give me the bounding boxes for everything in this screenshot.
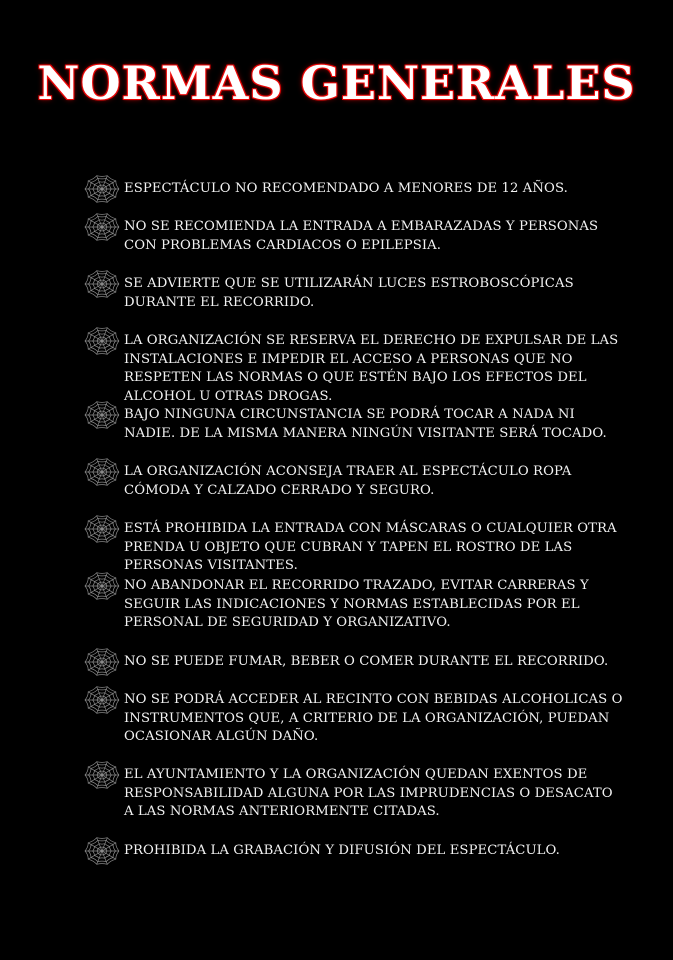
rule-text: NO ABANDONAR EL RECORRIDO TRAZADO, EVITAR CARRERAS Y SEGUIR LAS INDICACIONES Y NORMAS ESTABLECIDAS POR EL PERSONAL DE SEGURIDAD Y ORGANIZATIVO. (124, 578, 589, 630)
rule-text: NO SE PODRÁ ACCEDER AL RECINTO CON BEBIDAS ALCOHOLICAS O INSTRUMENTOS QUE, A CRITERIO DE LA ORGANIZACIÓN, PUEDAN OCASIONAR ALGÚN DAÑO. (124, 692, 623, 744)
spider-web-icon (84, 685, 120, 715)
rule-text: BAJO NINGUNA CIRCUNSTANCIA SE PODRÁ TOCAR A NADA NI NADIE. DE LA MISMA MANERA NINGÚN VISITANTE SERÁ TOCADO. (124, 407, 607, 441)
spider-web-icon (84, 400, 120, 430)
spider-web-icon (84, 212, 120, 242)
rule-text: EL AYUNTAMIENTO Y LA ORGANIZACIÓN QUEDAN EXENTOS DE RESPONSABILIDAD ALGUNA POR LAS IMPRUDENCIAS O DESACATO A LAS NORMAS ANTERIORMENTE CITADAS. (124, 767, 613, 819)
spider-web-icon (84, 760, 120, 790)
rule-text: NO SE RECOMIENDA LA ENTRADA A EMBARAZADAS Y PERSONAS CON PROBLEMAS CARDIACOS O EPILEPSIA. (124, 219, 599, 253)
rule-text: LA ORGANIZACIÓN ACONSEJA TRAER AL ESPECTÁCULO ROPA CÓMODA Y CALZADO CERRADO Y SEGURO. (124, 464, 572, 498)
spider-web-icon (84, 836, 120, 866)
spider-web-icon (84, 174, 120, 204)
rule-text: ESPECTÁCULO NO RECOMENDADO A MENORES DE 12 AÑOS. (124, 181, 568, 196)
rule-text: ESTÁ PROHIBIDA LA ENTRADA CON MÁSCARAS O CUALQUIER OTRA PRENDA U OBJETO QUE CUBRAN Y TAPEN EL ROSTRO DE LAS PERSONAS VISITANTES. (124, 521, 617, 573)
spider-web-icon (84, 647, 120, 677)
rule-text: PROHIBIDA LA GRABACIÓN Y DIFUSIÓN DEL ESPECTÁCULO. (124, 843, 560, 858)
rules-list (82, 0, 627, 960)
page-title: NORMAS GENERALES (37, 56, 636, 110)
spider-web-icon (84, 457, 120, 487)
spider-web-icon (84, 514, 120, 544)
spider-web-icon (84, 571, 120, 601)
rule-text: NO SE PUEDE FUMAR, BEBER O COMER DURANTE EL RECORRIDO. (124, 654, 609, 669)
spider-web-icon (84, 269, 120, 299)
rule-text: SE ADVIERTE QUE SE UTILIZARÁN LUCES ESTROBOSCÓPICAS DURANTE EL RECORRIDO. (124, 276, 574, 310)
spider-web-icon (84, 326, 120, 356)
rule-text: LA ORGANIZACIÓN SE RESERVA EL DERECHO DE EXPULSAR DE LAS INSTALACIONES E IMPEDIR EL ACCESO A PERSONAS QUE NO RESPETEN LAS NORMAS O QUE ESTÉN BAJO LOS EFECTOS DEL ALCOHOL U OTRAS DROGAS. (124, 333, 619, 404)
